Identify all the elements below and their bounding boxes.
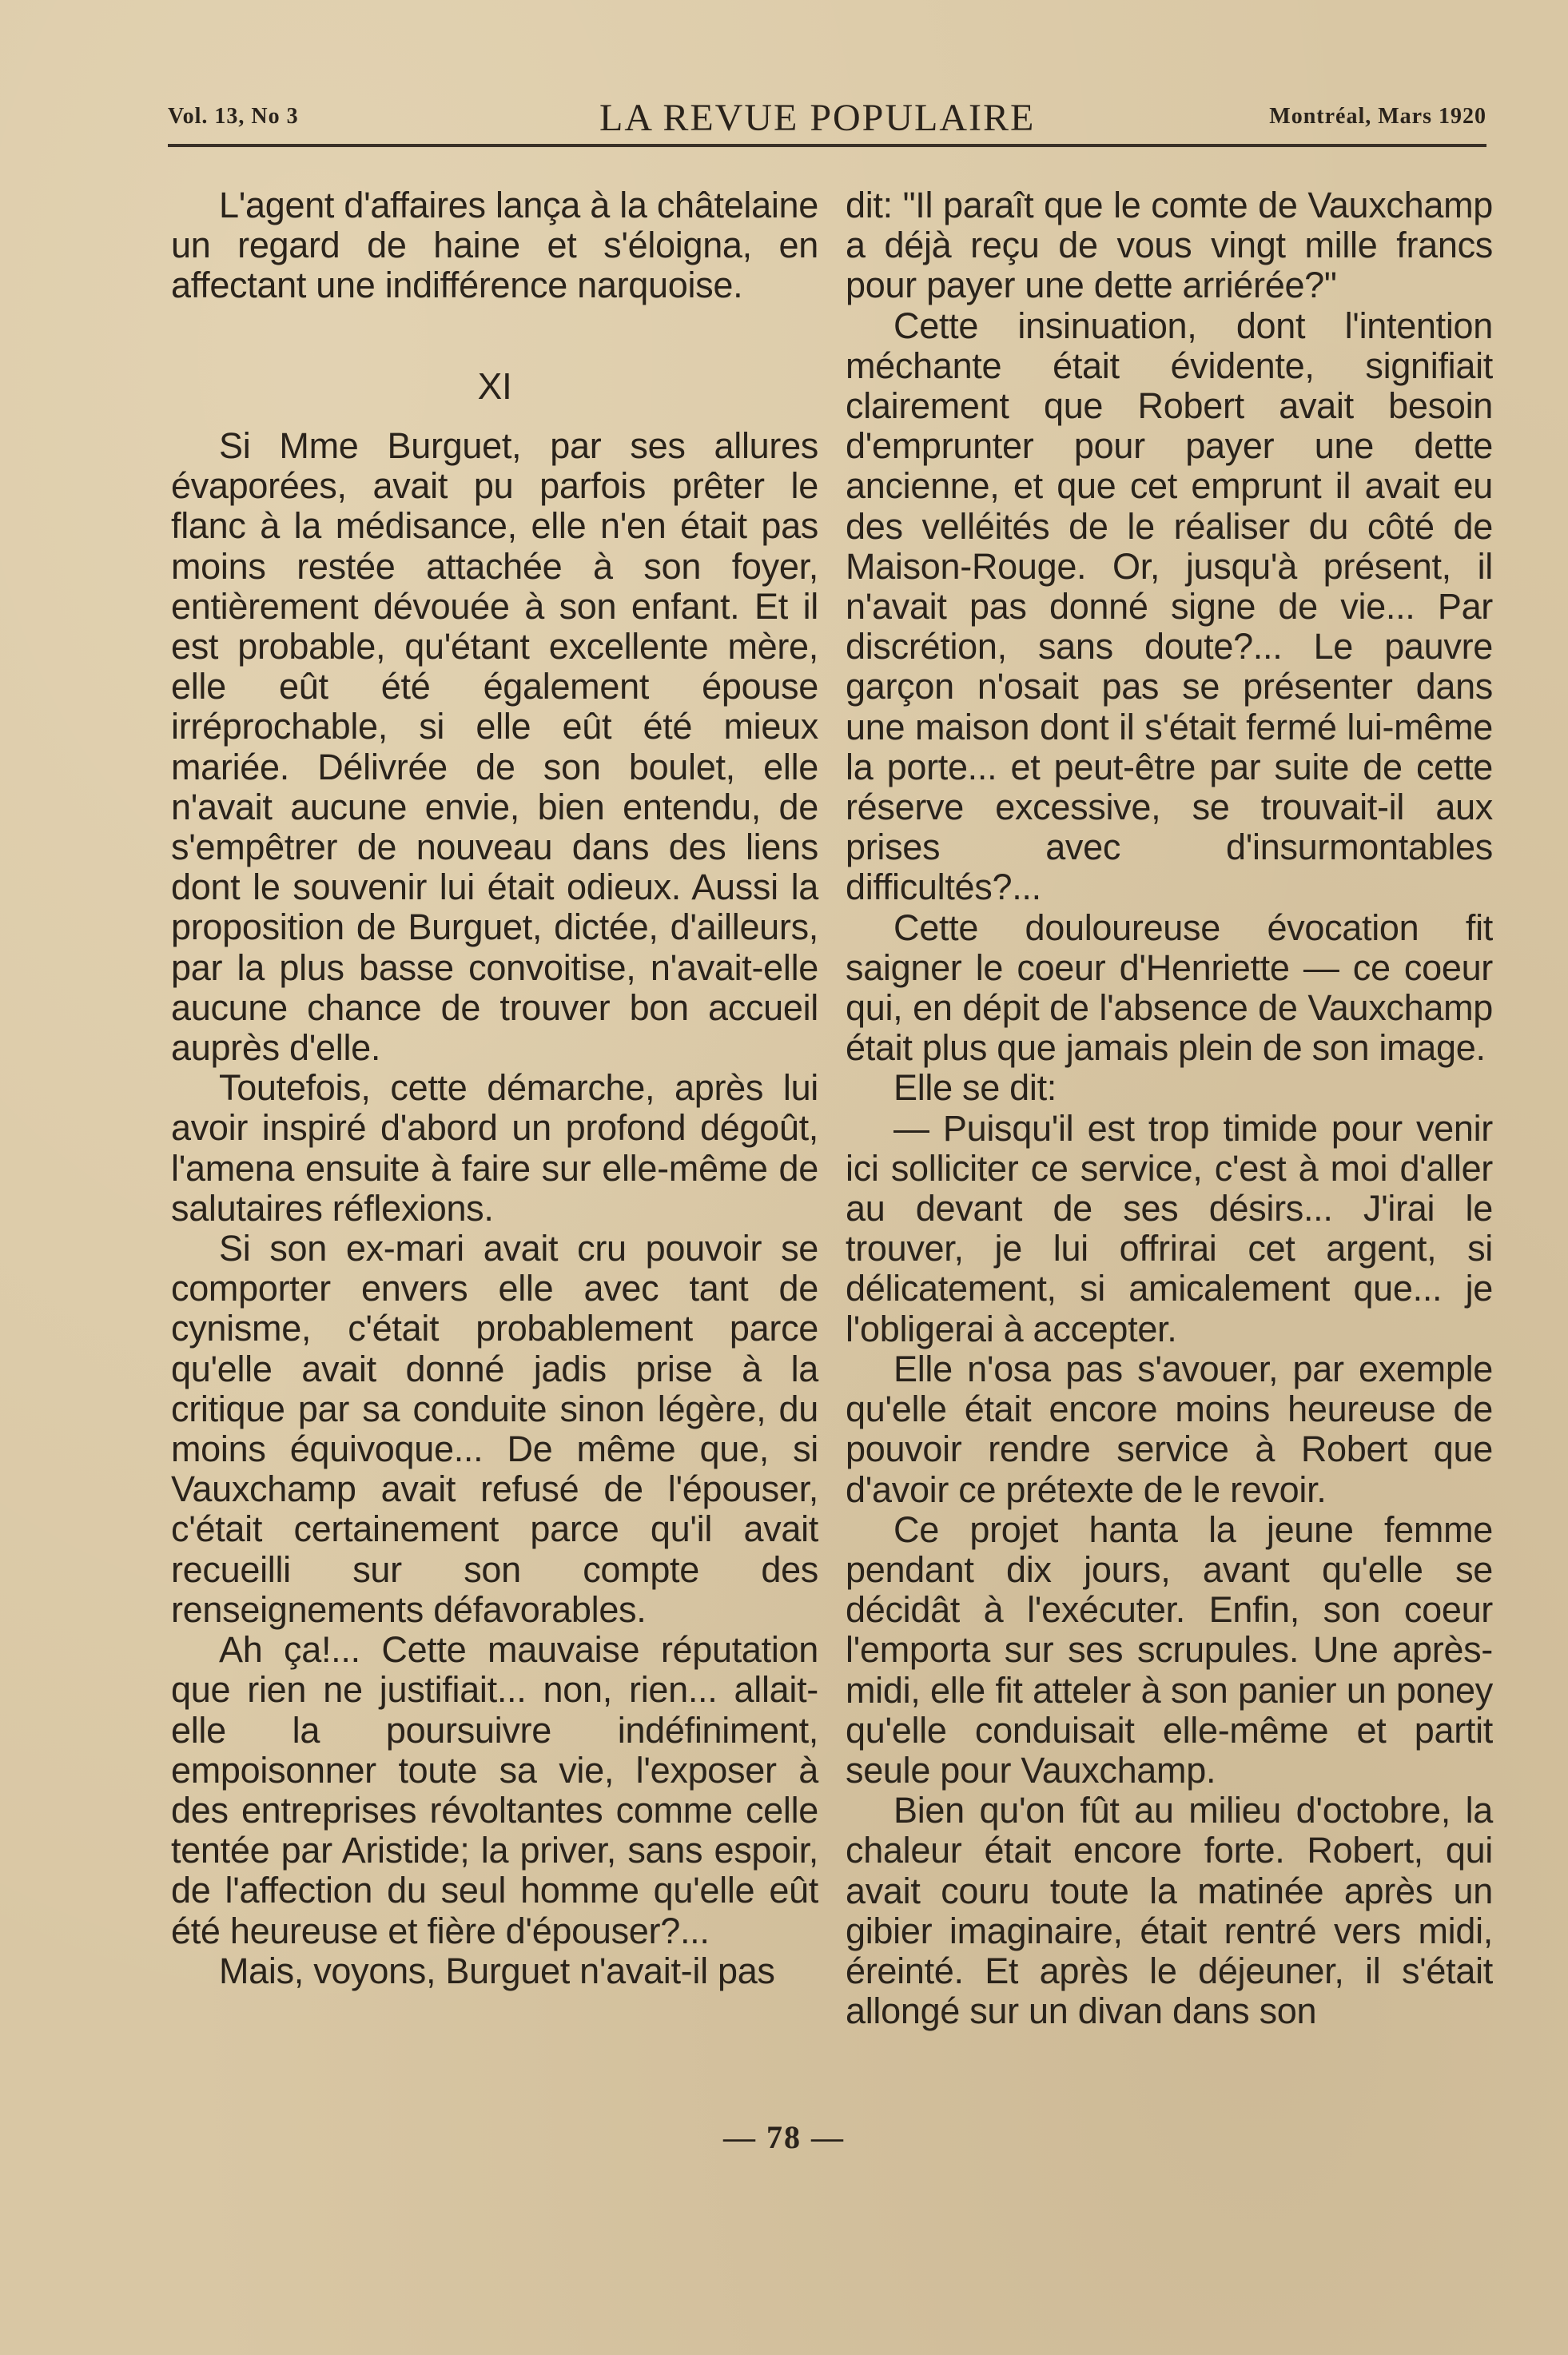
paragraph: Cette douloureuse évocation fit saigner le coeur d'Henriette — ce coeur qui, en dépit de l'absence de Vauxchamp était plus que jamais plein de son image. — [846, 907, 1493, 1069]
paragraph: Elle n'osa pas s'avouer, par exemple qu'elle était encore moins heureuse de pouvoir rendre service à Robert que d'avoir ce prétexte de le revoir. — [846, 1348, 1493, 1510]
paragraph: Bien qu'on fût au milieu d'octobre, la chaleur était encore forte. Robert, qui avait couru toute la matinée après un gibier imaginaire, était rentré vers midi, éreinté. Et après le déjeuner, il s'était allongé sur un divan dans son — [846, 1790, 1493, 2032]
publication-title: LA REVUE POPULAIRE — [599, 97, 1036, 139]
paragraph: Elle se dit: — [893, 1067, 1057, 1109]
left-column — [171, 185, 818, 1991]
paragraph: — Puisqu'il est trop timide pour venir ici solliciter ce service, c'est à moi d'aller au devant de ses désirs... J'irai le trouver, je lui offrirai cet argent, si délicatement, si amicalement que... je l'obligerai à accepter. — [846, 1107, 1493, 1349]
paragraph: Ce projet hanta la jeune femme pendant dix jours, avant qu'elle se décidât à l'exécuter. Enfin, son coeur l'emporta sur ses scrupules. Une après-midi, elle fit atteler à son panier un poney qu'elle conduisait elle-même et partit seule pour Vauxchamp. — [846, 1508, 1493, 1791]
chapter-heading: XI — [477, 365, 512, 407]
spacer — [171, 306, 818, 346]
paragraph: Mais, voyons, Burguet n'avait-il pas — [219, 1950, 775, 1991]
paragraph: Si Mme Burguet, par ses allures évaporées, avait pu parfois prêter le flanc à la médisance, elle n'en était pas moins restée attachée à son foyer, entièrement dévouée à son enfant. Et il est probable, qu'étant excellente mère, elle eût été également épouse irréprochable, si elle eût été mieux mariée. Délivrée de son boulet, elle n'avait aucune envie, bien entendu, de s'empêtrer de nouveau dans des liens dont le souvenir lui était odieux. Aussi la proposition de Burguet, dictée, d'ailleurs, par la plus basse convoitise, n'avait-elle aucune chance de trouver bon accueil auprès d'elle. — [171, 425, 818, 1069]
paragraph: dit: "Il paraît que le comte de Vauxchamp a déjà reçu de vous vingt mille francs pour payer une dette arriérée?" — [846, 185, 1493, 306]
paragraph: Si son ex-mari avait cru pouvoir se comporter envers elle avec tant de cynisme, c'était probablement parce qu'elle avait donné jadis prise à la critique par sa conduite sinon légère, du moins équivoque... De même que, si Vauxchamp avait refusé de l'épouser, c'était certainement parce qu'il avait recueilli sur son compte des renseignements défavorables. — [171, 1228, 818, 1630]
paragraph: L'agent d'affaires lança à la châtelaine un regard de haine et s'éloigna, en affectant une indifférence narquoise. — [171, 185, 818, 306]
paragraph: Ah ça!... Cette mauvaise réputation que rien ne justifiait... non, rien... allait-elle la poursuivre indéfiniment, empoisonner toute sa vie, l'exposer à des entreprises révoltantes comme celle tentée par Aristide; la priver, sans espoir, de l'affection du seul homme qu'elle eût été heureuse et fière d'épouser?... — [171, 1629, 818, 1951]
page-number: — 78 — — [723, 2119, 845, 2155]
right-column — [846, 185, 1493, 2031]
paragraph: Cette insinuation, dont l'intention méchante était évidente, signifiait clairement que Robert avait besoin d'emprunter pour payer une dette ancienne, et que cet emprunt il avait eu des velléités de le réaliser du côté de Maison-Rouge. Or, jusqu'à présent, il n'avait pas donné signe de vie... Par discrétion, sans doute?... Le pauvre garçon n'osait pas se présenter dans une maison dont il s'était fermé lui-même la porte... et peut-être par suite de cette réserve excessive, se trouvait-il aux prises avec d'insurmontables difficultés?... — [846, 305, 1493, 908]
volume-issue: Vol. 13, No 3 — [168, 104, 299, 129]
paragraph: Toutefois, cette démarche, après lui avoir inspiré d'abord un profond dégoût, l'amena ensuite à faire sur elle-même de salutaires réflexions. — [171, 1067, 818, 1229]
page-header — [168, 96, 1486, 147]
place-date: Montréal, Mars 1920 — [1269, 104, 1486, 129]
